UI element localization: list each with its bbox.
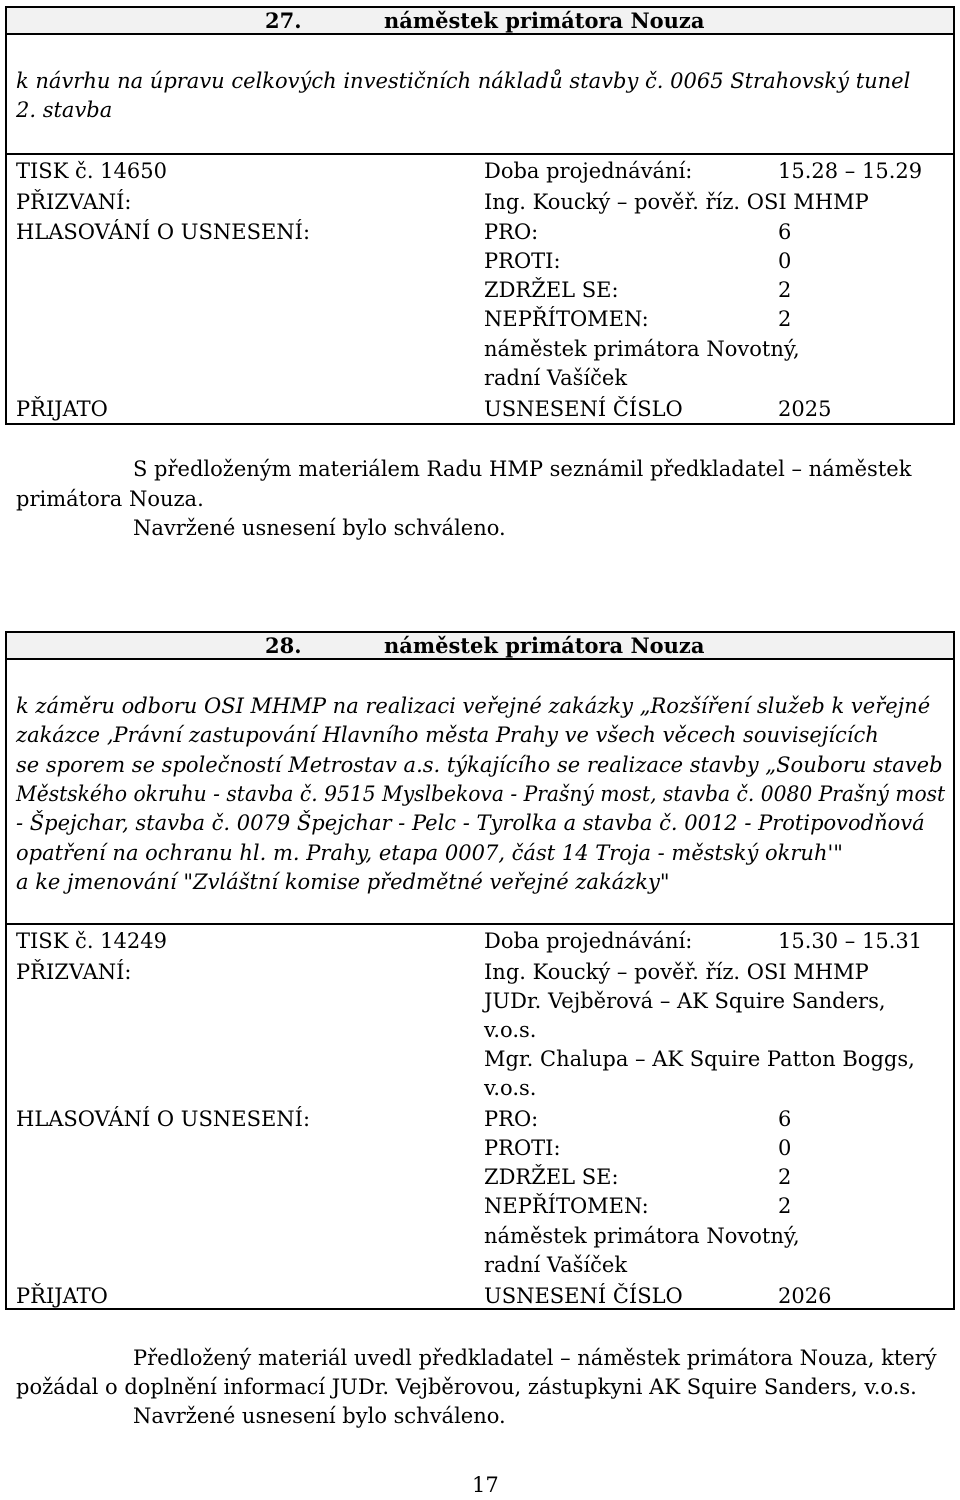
item-28-subject-line: - Špejchar, stavba č. 0079 Špejchar - Pelc - Tyrolka a stavba č. 0012 - Protipovodňová xyxy=(16,811,925,835)
item-28-vote-label: PROTI: xyxy=(484,1136,561,1160)
item-27-minutes-line: S předloženým materiálem Radu HMP seznámil předkladatel – náměstek xyxy=(133,457,912,481)
item-27-minutes-line: primátora Nouza. xyxy=(16,487,204,511)
item-28-prizvani-line: Ing. Koucký – pověř. říz. OSI MHMP xyxy=(484,960,869,984)
item-28-vote-label: PRO: xyxy=(484,1107,539,1131)
item-28-vote-value: 2 xyxy=(778,1194,792,1218)
item-27-minutes-line: Navržené usnesení bylo schváleno. xyxy=(133,516,506,540)
item-28-doba-value: 15.30 – 15.31 xyxy=(778,929,923,953)
item-27-vote-value: 2 xyxy=(778,307,792,331)
item-28-minutes-line: požádal o doplnění informací JUDr. Vejběrovou, zástupkyni AK Squire Sanders, v.o.s. xyxy=(16,1375,917,1399)
item-27-usneseni-number: 2025 xyxy=(778,397,832,421)
item-27-divider xyxy=(5,153,955,155)
item-28-usneseni-label: USNESENÍ ČÍSLO xyxy=(484,1284,683,1308)
item-27-doba-value: 15.28 – 15.29 xyxy=(778,159,923,183)
item-28-vote-value: 2 xyxy=(778,1165,792,1189)
item-27-vote-label: NEPŘÍTOMEN: xyxy=(484,307,649,331)
item-28-hlasovani-label: HLASOVÁNÍ O USNESENÍ: xyxy=(16,1107,311,1131)
item-27-vote-label: ZDRŽEL SE: xyxy=(484,278,619,302)
item-27-result: PŘIJATO xyxy=(16,397,108,421)
item-27-absent-name: náměstek primátora Novotný, xyxy=(484,337,800,361)
item-27-vote-value: 0 xyxy=(778,249,792,273)
item-28-vote-value: 0 xyxy=(778,1136,792,1160)
item-28-prizvani-line: v.o.s. xyxy=(484,1018,537,1042)
item-27-vote-value: 2 xyxy=(778,278,792,302)
item-27-number: 27. xyxy=(265,8,302,33)
item-28-subject-line: k záměru odboru OSI MHMP na realizaci veřejné zakázky „Rozšíření služeb k veřejné xyxy=(16,694,931,718)
item-28-prizvani-line: JUDr. Vejběrová – AK Squire Sanders, xyxy=(484,989,886,1013)
item-28-prizvani-label: PŘIZVANÍ: xyxy=(16,960,132,984)
item-27-presenter: náměstek primátora Nouza xyxy=(384,8,705,33)
item-28-vote-label: ZDRŽEL SE: xyxy=(484,1165,619,1189)
item-28-number: 28. xyxy=(265,633,302,658)
item-28-prizvani-line: Mgr. Chalupa – AK Squire Patton Boggs, xyxy=(484,1047,915,1071)
page-number: 17 xyxy=(472,1473,499,1497)
item-28-subject-line: a ke jmenování "Zvláštní komise předmětné veřejné zakázky" xyxy=(16,870,670,894)
item-28-divider xyxy=(5,923,955,925)
item-27-vote-value: 6 xyxy=(778,220,792,244)
item-28-doba-label: Doba projednávání: xyxy=(484,929,693,953)
item-28-minutes-line: Navržené usnesení bylo schváleno. xyxy=(133,1404,506,1428)
item-28-tisk: TISK č. 14249 xyxy=(16,929,167,953)
item-28-minutes-line: Předložený materiál uvedl předkladatel – náměstek primátora Nouza, který xyxy=(133,1346,937,1370)
item-27-absent-name: radní Vašíček xyxy=(484,366,628,390)
item-28-presenter: náměstek primátora Nouza xyxy=(384,633,705,658)
item-28-vote-label: NEPŘÍTOMEN: xyxy=(484,1194,649,1218)
item-27-tisk: TISK č. 14650 xyxy=(16,159,167,183)
item-28-absent-name: náměstek primátora Novotný, xyxy=(484,1224,800,1248)
item-27-vote-label: PROTI: xyxy=(484,249,561,273)
item-28-subject-line: se sporem se společností Metrostav a.s. týkajícího se realizace stavby „Souboru staveb xyxy=(16,753,943,777)
item-28-subject-line: zakázce ‚Právní zastupování Hlavního města Prahy ve všech věcech souvisejících xyxy=(16,723,879,747)
item-28-absent-name: radní Vašíček xyxy=(484,1253,628,1277)
item-28-subject-line: opatření na ochranu hl. m. Prahy, etapa 0007, část 14 Troja - městský okruh'" xyxy=(16,841,843,865)
item-28-subject-line: Městského okruhu - stavba č. 9515 Myslbekova - Prašný most, stavba č. 0080 Prašný most xyxy=(16,782,946,806)
item-27-prizvani-label: PŘIZVANÍ: xyxy=(16,190,132,214)
item-27-subject-line: k návrhu na úpravu celkových investičních nákladů stavby č. 0065 Strahovský tunel xyxy=(16,69,911,93)
item-28-vote-value: 6 xyxy=(778,1107,792,1131)
item-28-prizvani-line: v.o.s. xyxy=(484,1076,537,1100)
item-28-result: PŘIJATO xyxy=(16,1284,108,1308)
item-28-usneseni-number: 2026 xyxy=(778,1284,832,1308)
item-27-hlasovani-label: HLASOVÁNÍ O USNESENÍ: xyxy=(16,220,311,244)
item-27-prizvani-line: Ing. Koucký – pověř. říz. OSI MHMP xyxy=(484,190,869,214)
item-27-subject-line: 2. stavba xyxy=(16,98,113,122)
item-27-doba-label: Doba projednávání: xyxy=(484,159,693,183)
item-27-usneseni-label: USNESENÍ ČÍSLO xyxy=(484,397,683,421)
item-27-vote-label: PRO: xyxy=(484,220,539,244)
